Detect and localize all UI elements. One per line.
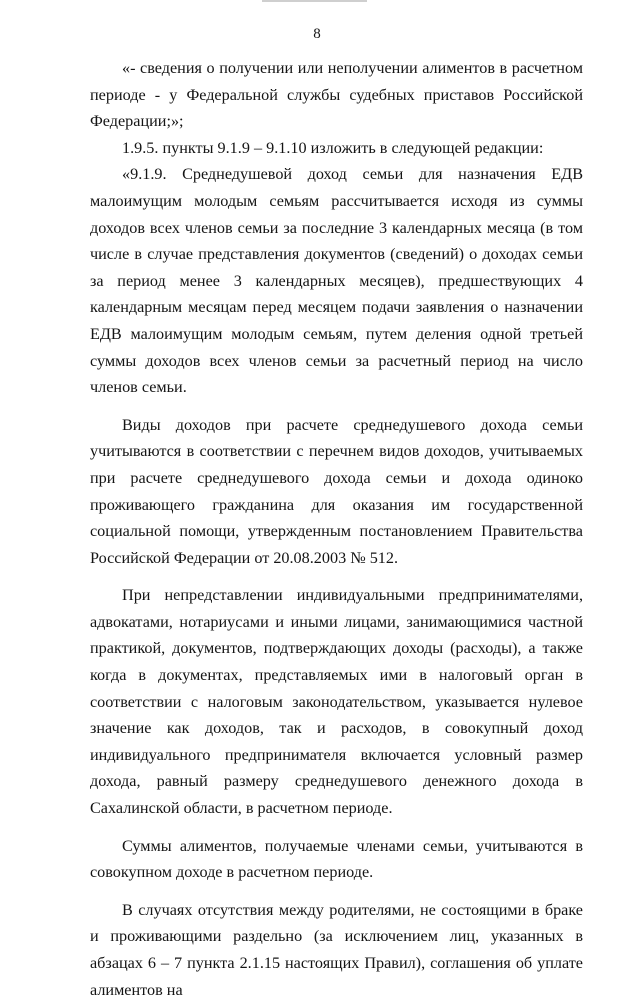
page-number: 8 (313, 26, 321, 42)
paragraph-parents-agreement: В случаях отсутствия между родителями, не состоящими в браке и проживающими раздельно (за исключением лиц, указанных в абзацах 6 – 7 пункта 2.1.15 настоящих Правил), соглашения об уплате алиментов на (90, 900, 583, 999)
paragraph-amendment-clause: 1.9.5. пункты 9.1.9 – 9.1.10 изложить в следующей редакции: (122, 138, 544, 157)
paragraph-alimony-sums: Суммы алиментов, получаемые членами семьи, учитываются в совокупном доходе в расчетном периоде. (90, 836, 583, 882)
paragraph-alimony-info: «- сведения о получении или неполучении алиментов в расчетном периоде - у Федеральной службы судебных приставов Российской Федерации;»; (90, 59, 583, 131)
paragraph-entrepreneurs: При непредставлении индивидуальными предпринимателями, адвокатами, нотариусами и иными лицами, занимающимися частной практикой, документов, подтверждающих доходы (расходы), а также когда в документах, представляемых ими в налоговый орган в соответствии с налоговым законодательством, указывается нулевое значение как доходов, так и расходов, в совокупный доход индивидуального предпринимателя включается условный размер дохода, равный размеру среднедушевого денежного дохода в Сахалинской области, в расчетном периоде. (90, 586, 583, 818)
paragraph-income-types: Виды доходов при расчете среднедушевого дохода семьи учитываются в соответствии с перечнем видов доходов, учитываемых при расчете среднедушевого дохода семьи и дохода одиноко проживающего гражданина для оказания им государственной социальной помощи, утвержденным постановлением Правительства Российской Федерации от 20.08.2003 № 512. (90, 415, 583, 567)
document-body (90, 55, 583, 1003)
scan-edge-line (262, 0, 367, 2)
paragraph-9-1-9: «9.1.9. Среднедушевой доход семьи для назначения ЕДВ малоимущим молодым семьям рассчитывается исходя из суммы доходов всех членов семьи за последние 3 календарных месяца (в том числе в случае представления документов (сведений) о доходах семьи за период менее 3 календарных месяцев), предшествующих 4 календарным месяцам перед месяцем подачи заявления о назначении ЕДВ малоимущим молодым семьям, путем деления одной третьей суммы доходов всех членов семьи за расчетный период на число членов семьи. (90, 165, 583, 397)
